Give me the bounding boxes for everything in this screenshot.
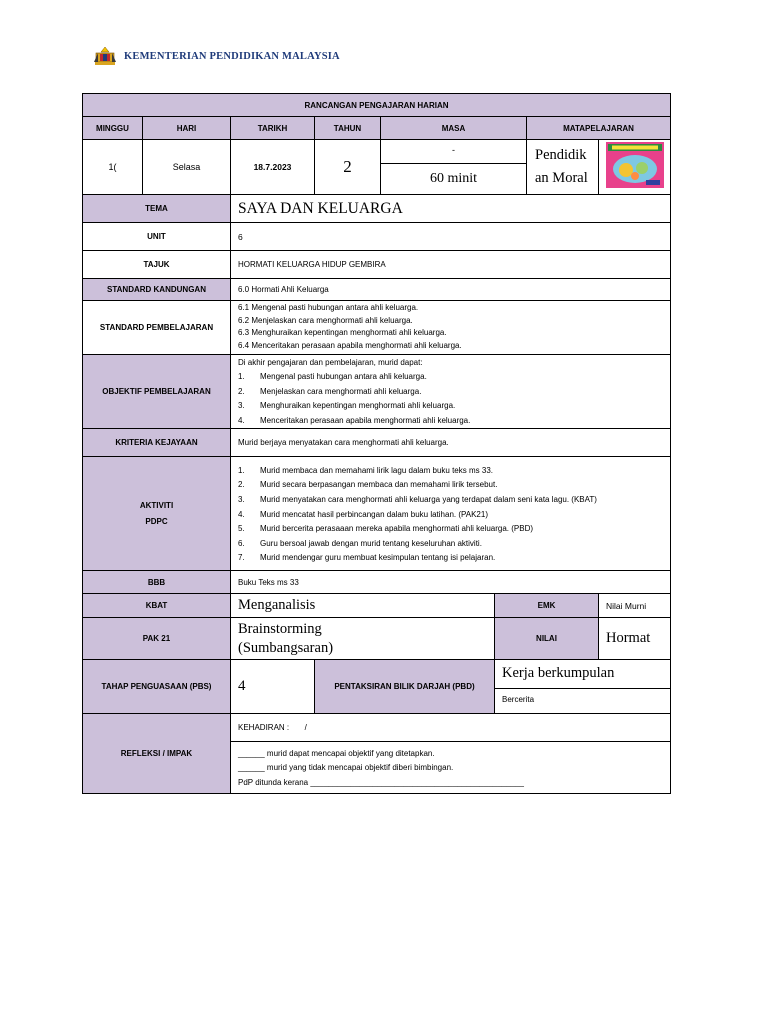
aktiviti-item: 4. Murid mencatat hasil perbincangan dalam buku latihan. (PAK21) (238, 509, 488, 519)
objektif-item: 2. Menjelaskan cara menghormati ahli keluarga. (238, 386, 422, 396)
label-standard-kandungan: STANDARD KANDUNGAN (83, 279, 231, 301)
standard-kandungan-value: 6.0 Hormati Ahli Keluarga (231, 279, 671, 301)
sp-item: 6.1 Mengenal pasti hubungan antara ahli keluarga. (238, 303, 419, 312)
tarikh-value: 18.7.2023 (231, 140, 315, 195)
pbs-value: 4 (231, 660, 315, 714)
objektif-intro: Di akhir pengajaran dan pembelajaran, murid dapat: (238, 358, 423, 367)
aktiviti-item: 3. Murid menyatakan cara menghormati ahli keluarga yang terdapat dalam seni kata lagu. (KBAT) (238, 494, 597, 504)
lesson-plan-table (82, 93, 671, 794)
kriteria-value: Murid berjaya menyatakan cara menghormati ahli keluarga. (231, 429, 671, 457)
tahun-value: 2 (315, 140, 381, 195)
aktiviti-item: 2. Murid secara berpasangan membaca dan memahami lirik tersebut. (238, 480, 498, 490)
label-aktiviti: AKTIVITI PDPC (83, 457, 231, 571)
bbb-value: Buku Teks ms 33 (231, 571, 671, 594)
malaysia-crest-icon (92, 44, 118, 68)
label-pbs: TAHAP PENGUASAAN (PBS) (83, 660, 231, 714)
label-emk: EMK (495, 594, 599, 618)
objektif-item: 4. Menceritakan perasaan apabila menghormati ahli keluarga. (238, 415, 471, 425)
aktiviti-item: 6. Guru bersoal jawab dengan murid tentang keseluruhan aktiviti. (238, 538, 482, 548)
sp-item: 6.2 Menjelaskan cara menghormati ahli keluarga. (238, 315, 413, 325)
emk-value: Nilai Murni (599, 594, 671, 618)
objektif-item: 3. Menghuraikan kepentingan menghormati ahli keluarga. (238, 401, 456, 411)
label-pbd: PENTAKSIRAN BILIK DARJAH (PBD) (315, 660, 495, 714)
hari-value: Selasa (143, 140, 231, 195)
objektif-item: 1. Mengenal pasti hubungan antara ahli keluarga. (238, 372, 427, 381)
sp-item: 6.3 Menghuraikan kepentingan menghormati ahli keluarga. (238, 328, 447, 338)
table-title: RANCANGAN PENGAJARAN HARIAN (83, 94, 671, 117)
label-kriteria: KRITERIA KEJAYAAN (83, 429, 231, 457)
pak21-value: Brainstorming (Sumbangsaran) (231, 618, 495, 660)
tema-value: SAYA DAN KELUARGA (231, 195, 671, 223)
label-unit: UNIT (83, 223, 231, 251)
label-nilai: NILAI (495, 618, 599, 660)
label-kbat: KBAT (83, 594, 231, 618)
standard-pembelajaran-list (231, 301, 671, 355)
col-masa: MASA (381, 117, 527, 140)
pbd-method: Kerja berkumpulan (495, 660, 670, 689)
textbook-cover-icon (606, 142, 664, 188)
sp-item: 6.4 Menceritakan perasaan apabila menghormati ahli keluarga. (238, 340, 462, 350)
label-bbb: BBB (83, 571, 231, 594)
textbook-cover (599, 140, 671, 195)
kbat-value: Menganalisis (231, 594, 495, 618)
minggu-value: 1( (83, 140, 143, 195)
masa-time: - (381, 140, 526, 164)
ministry-title: KEMENTERIAN PENDIDIKAN MALAYSIA (124, 50, 340, 62)
label-refleksi: REFLEKSI / IMPAK (83, 714, 231, 794)
col-tahun: TAHUN (315, 117, 381, 140)
refleksi-line: PdP ditunda kerana ________________________________________________ (238, 777, 524, 787)
objektif-list (231, 355, 671, 429)
pbd-activity: Bercerita (502, 695, 535, 705)
aktiviti-item: 5. Murid bercerita perasaaan mereka apabila menghormati ahli keluarga. (PBD) (238, 524, 534, 534)
label-tema: TEMA (83, 195, 231, 223)
label-tajuk: TAJUK (83, 251, 231, 279)
aktiviti-list (231, 457, 671, 571)
refleksi-list (231, 742, 670, 791)
aktiviti-item: 1. Murid membaca dan memahami lirik lagu dalam buku teks ms 33. (238, 465, 493, 475)
col-matapelajaran: MATAPELAJARAN (527, 117, 671, 140)
col-tarikh: TARIKH (231, 117, 315, 140)
col-hari: HARI (143, 117, 231, 140)
label-standard-pembelajaran: STANDARD PEMBELAJARAN (83, 301, 231, 355)
masa-duration: 60 minit (429, 171, 478, 186)
ministry-header (92, 44, 340, 68)
unit-value: 6 (231, 223, 671, 251)
aktiviti-item: 7. Murid mendengar guru membuat kesimpulan tentang isi pelajaran. (238, 553, 496, 563)
refleksi-line: ______ murid dapat mencapai objektif yang ditetapkan. (238, 748, 435, 758)
nilai-value: Hormat (599, 618, 671, 660)
refleksi-line: ______ murid yang tidak mencapai objektif diberi bimbingan. (238, 763, 454, 773)
label-pak21: PAK 21 (83, 618, 231, 660)
label-objektif: OBJEKTIF PEMBELAJARAN (83, 355, 231, 429)
subject-name: Pendidik an Moral (527, 140, 599, 195)
col-minggu: MINGGU (83, 117, 143, 140)
kehadiran-value: KEHADIRAN : / (231, 718, 670, 742)
tajuk-value: HORMATI KELUARGA HIDUP GEMBIRA (231, 251, 671, 279)
